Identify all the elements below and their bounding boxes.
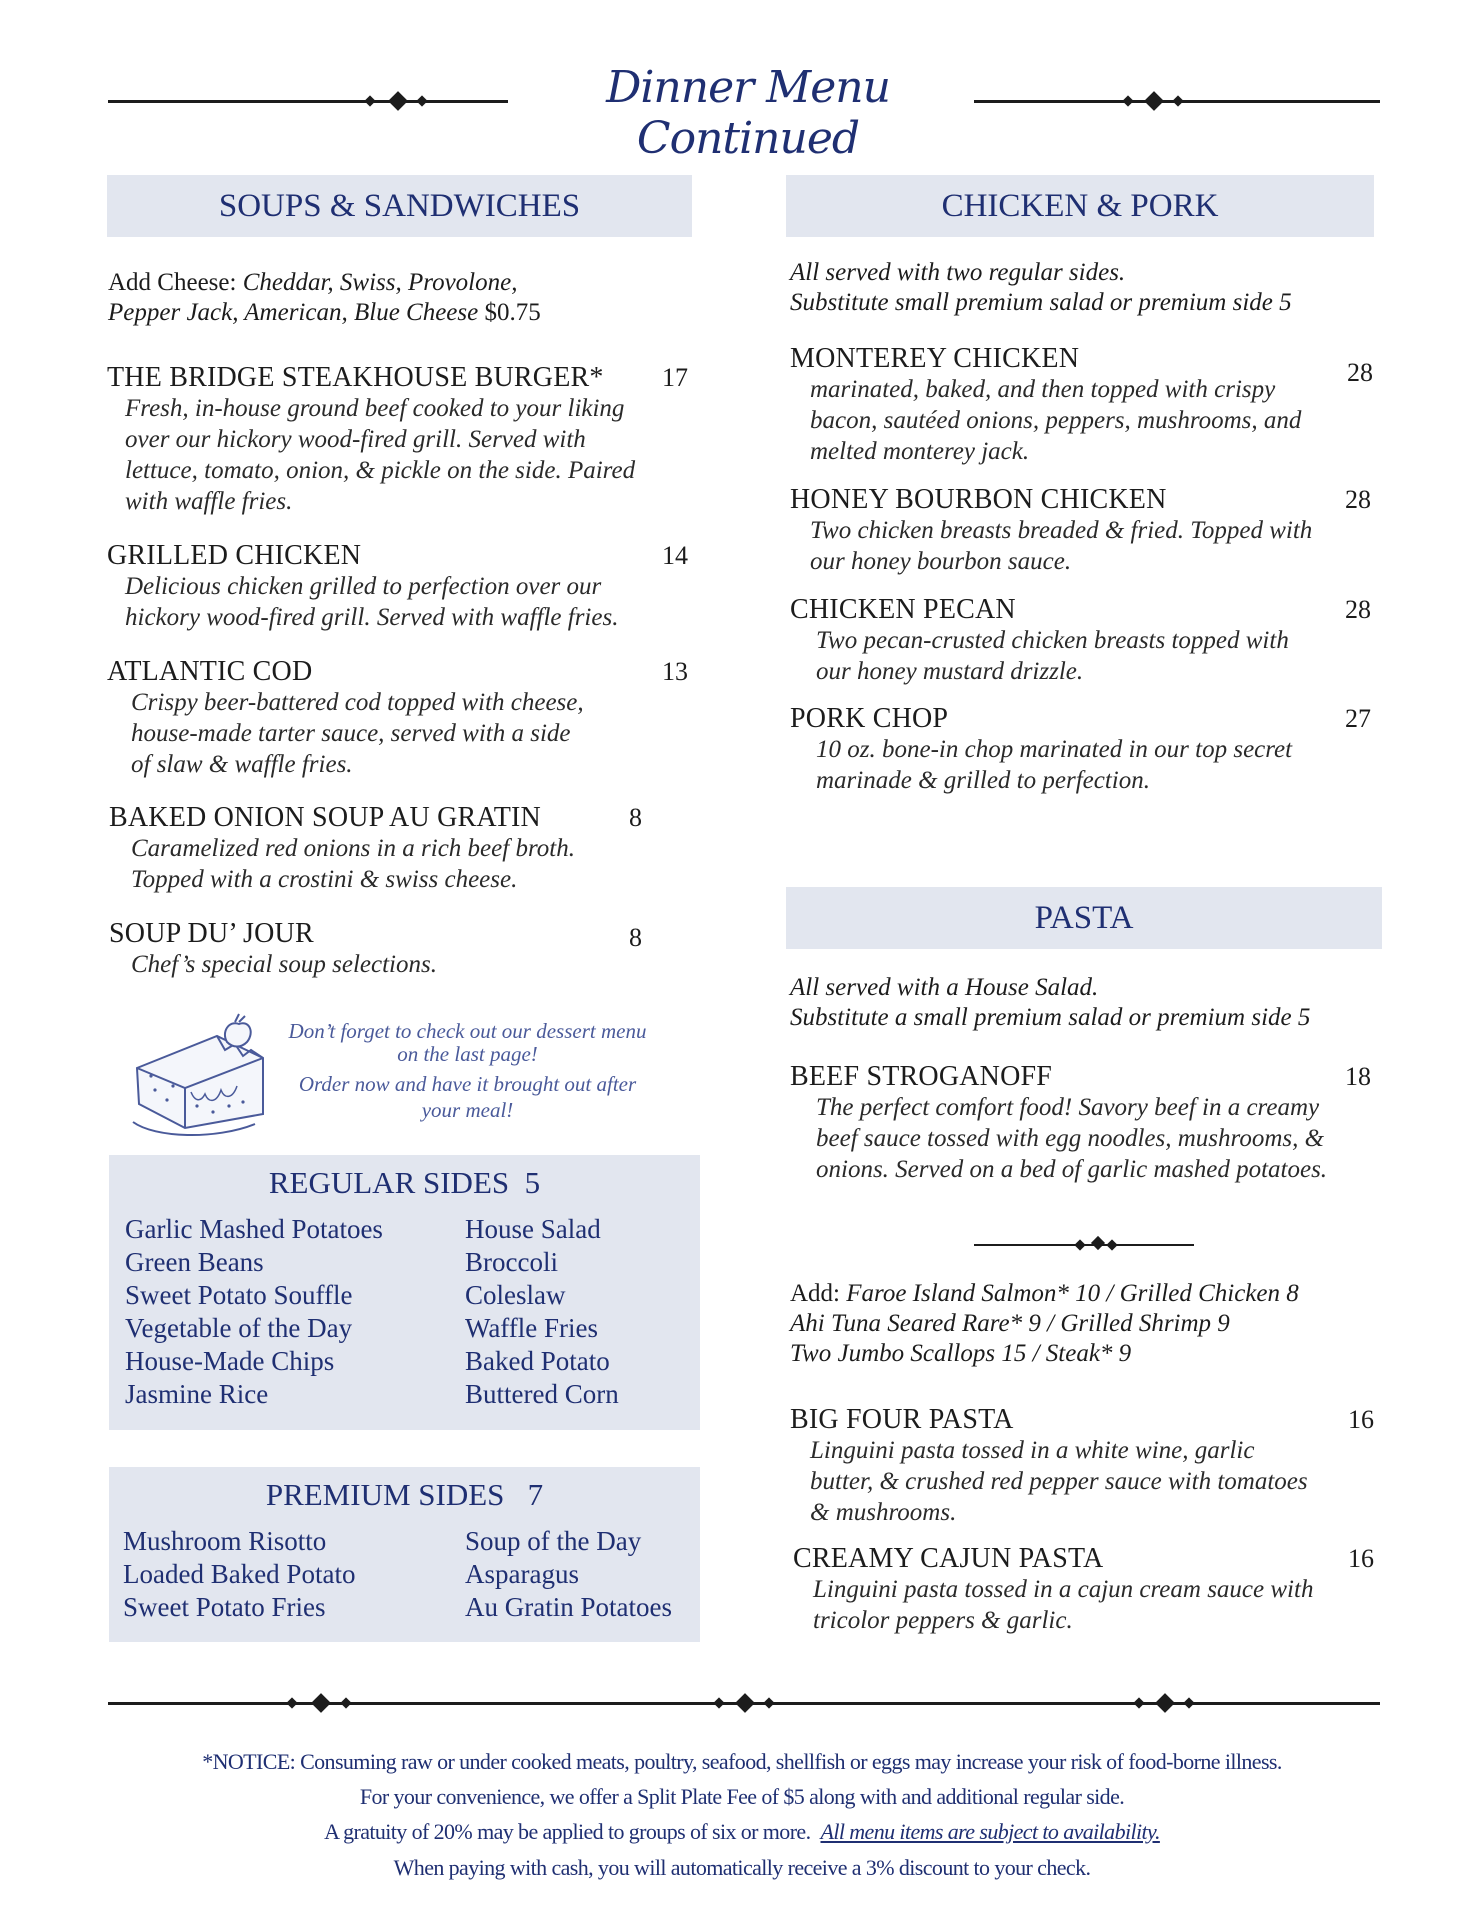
ornament-dot bbox=[1106, 1239, 1117, 1250]
desc-line: Two pecan-crusted chicken breasts topped with bbox=[816, 627, 1289, 654]
page-title: Dinner Menu Continued bbox=[606, 62, 890, 164]
item-description bbox=[790, 625, 1380, 687]
item-name: CHICKEN PECAN bbox=[790, 594, 1016, 625]
item-description bbox=[109, 833, 699, 895]
side-item: Baked Potato bbox=[465, 1346, 610, 1376]
item-name: BAKED ONION SOUP AU GRATIN bbox=[109, 802, 541, 833]
dessert-line: Don’t forget to check out our dessert menu bbox=[288, 1019, 647, 1043]
item-price: 16 bbox=[1348, 1405, 1374, 1434]
side-item: Broccoli bbox=[465, 1247, 558, 1277]
ornament-dot bbox=[1122, 95, 1133, 106]
add-cheese-note bbox=[108, 268, 668, 328]
ornament-dot bbox=[763, 1697, 774, 1708]
desc-line: house-made tarter sauce, served with a side bbox=[131, 720, 571, 747]
cheese-options-1: Cheddar, Swiss, Provolone, bbox=[242, 269, 518, 296]
side-item: Buttered Corn bbox=[465, 1379, 619, 1409]
footer-cash-discount: When paying with cash, you will automatically receive a 3% discount to your check. bbox=[393, 1855, 1091, 1880]
item-name: BEEF STROGANOFF bbox=[790, 1061, 1053, 1092]
ornament-diamond bbox=[1144, 91, 1164, 111]
menu-item bbox=[109, 803, 699, 895]
cheese-label: Add Cheese: bbox=[108, 269, 237, 296]
menu-item bbox=[790, 704, 1380, 796]
item-name: MONTEREY CHICKEN bbox=[790, 343, 1080, 374]
ornament-dot bbox=[1172, 95, 1183, 106]
item-price: 28 bbox=[1345, 485, 1371, 514]
item-description bbox=[107, 571, 697, 633]
regular-sides-title bbox=[109, 1165, 700, 1201]
premium-sides-box bbox=[109, 1467, 700, 1642]
item-price: 8 bbox=[629, 923, 642, 952]
desc-line: Caramelized red onions in a rich beef broth. bbox=[131, 835, 575, 862]
desc-line: of slaw & waffle fries. bbox=[131, 751, 353, 778]
regular-sides-heading: REGULAR SIDES bbox=[268, 1165, 510, 1200]
item-price: 17 bbox=[662, 363, 688, 392]
ornament-diamond bbox=[1155, 1693, 1175, 1713]
soups-sandwiches-header bbox=[107, 175, 692, 237]
cake-slice-icon bbox=[125, 1010, 275, 1140]
menu-item bbox=[793, 1544, 1383, 1636]
note-line: All served with a House Salad. bbox=[790, 974, 1099, 1001]
pasta-header bbox=[786, 887, 1382, 949]
ornament-dot bbox=[364, 95, 375, 106]
ornament-diamond bbox=[735, 1693, 755, 1713]
desc-line: our honey mustard drizzle. bbox=[816, 658, 1084, 685]
desc-line: hickory wood-fired grill. Served with waffle fries. bbox=[125, 604, 619, 631]
desc-line: Crispy beer-battered cod topped with cheese, bbox=[131, 689, 584, 716]
premium-sides-right bbox=[465, 1525, 672, 1624]
pasta-note bbox=[790, 973, 1380, 1033]
item-price: 28 bbox=[1347, 358, 1373, 387]
note-line: All served with two regular sides. bbox=[790, 259, 1126, 286]
menu-item bbox=[790, 485, 1380, 577]
desc-line: marinated, baked, and then topped with crispy bbox=[810, 376, 1276, 403]
item-name: BIG FOUR PASTA bbox=[790, 1404, 1014, 1435]
menu-item bbox=[790, 1405, 1380, 1528]
side-item: Coleslaw bbox=[465, 1280, 566, 1310]
dessert-note-text bbox=[275, 1018, 660, 1123]
item-name: THE BRIDGE STEAKHOUSE BURGER* bbox=[107, 362, 604, 393]
item-description bbox=[109, 949, 699, 980]
desc-line: over our hickory wood-fired grill. Served with bbox=[125, 426, 586, 453]
item-price: 16 bbox=[1348, 1544, 1374, 1573]
ornament-dot bbox=[416, 95, 427, 106]
item-name: ATLANTIC COD bbox=[107, 656, 313, 687]
note-line: Substitute a small premium salad or premium side 5 bbox=[790, 1004, 1311, 1031]
add-label: Add: bbox=[790, 1280, 840, 1307]
desc-line: 10 oz. bone-in chop marinated in our top secret bbox=[816, 736, 1293, 763]
ornament-diamond bbox=[311, 1693, 331, 1713]
chicken-pork-header bbox=[786, 175, 1374, 237]
dessert-note bbox=[125, 1010, 665, 1140]
cheese-options-2: Pepper Jack, American, Blue Cheese bbox=[108, 299, 479, 326]
side-item: Soup of the Day bbox=[465, 1526, 642, 1556]
dessert-line: Order now and have it brought out after bbox=[298, 1072, 637, 1096]
side-item: Mushroom Risotto bbox=[123, 1526, 327, 1556]
ornament-dot bbox=[340, 1697, 351, 1708]
item-name: SOUP DU’ JOUR bbox=[109, 918, 314, 949]
side-item: Au Gratin Potatoes bbox=[465, 1592, 672, 1622]
side-item: Vegetable of the Day bbox=[125, 1313, 353, 1343]
item-price: 18 bbox=[1345, 1062, 1371, 1091]
desc-line: lettuce, tomato, onion, & pickle on the side. Paired bbox=[125, 457, 636, 484]
desc-line: & mushrooms. bbox=[810, 1499, 957, 1526]
chicken-pork-note bbox=[790, 258, 1380, 318]
regular-sides-right bbox=[465, 1213, 619, 1411]
desc-line: with waffle fries. bbox=[125, 488, 293, 515]
item-description bbox=[107, 393, 697, 517]
title-rule-left bbox=[108, 100, 508, 103]
item-description bbox=[790, 734, 1380, 796]
side-item: Garlic Mashed Potatoes bbox=[125, 1214, 383, 1244]
regular-sides-box bbox=[109, 1155, 700, 1430]
footer-notice: *NOTICE: Consuming raw or under cooked meats, poultry, seafood, shellfish or eggs may increase your risk of food-borne illness. bbox=[202, 1749, 1282, 1774]
side-item: House-Made Chips bbox=[125, 1346, 335, 1376]
menu-item bbox=[790, 344, 1380, 467]
ornament-diamond bbox=[388, 91, 408, 111]
desc-line: tricolor peppers & garlic. bbox=[813, 1607, 1073, 1634]
item-price: 8 bbox=[629, 803, 642, 832]
side-item: Jasmine Rice bbox=[125, 1379, 269, 1409]
item-description bbox=[793, 1574, 1383, 1636]
desc-line: Topped with a crostini & swiss cheese. bbox=[131, 866, 518, 893]
desc-line: The perfect comfort food! Savory beef in a creamy bbox=[816, 1094, 1320, 1121]
item-description bbox=[790, 515, 1380, 577]
regular-sides-left bbox=[125, 1213, 383, 1411]
availability-text: All menu items are subject to availability. bbox=[820, 1819, 1160, 1844]
item-name: CREAMY CAJUN PASTA bbox=[793, 1543, 1104, 1574]
item-description bbox=[790, 1435, 1380, 1528]
menu-item bbox=[107, 541, 697, 633]
addon-line: Ahi Tuna Seared Rare* 9 / Grilled Shrimp 9 bbox=[790, 1310, 1230, 1337]
section-title: PASTA bbox=[1034, 900, 1134, 936]
dessert-line: on the last page! bbox=[397, 1042, 538, 1066]
title-row bbox=[108, 62, 1380, 164]
dessert-line: your meal! bbox=[421, 1098, 514, 1122]
item-description bbox=[107, 687, 697, 780]
item-description bbox=[790, 1092, 1380, 1185]
item-price: 27 bbox=[1345, 704, 1371, 733]
side-item: Sweet Potato Souffle bbox=[125, 1280, 353, 1310]
note-line: Substitute small premium salad or premium side 5 bbox=[790, 289, 1292, 316]
desc-line: Chef’s special soup selections. bbox=[131, 951, 437, 978]
menu-item bbox=[107, 657, 697, 780]
side-item: Waffle Fries bbox=[465, 1313, 599, 1343]
menu-item bbox=[790, 595, 1380, 687]
regular-sides-price: 5 bbox=[524, 1165, 541, 1200]
item-name: GRILLED CHICKEN bbox=[107, 540, 362, 571]
desc-line: onions. Served on a bed of garlic mashed potatoes. bbox=[816, 1156, 1328, 1183]
menu-item bbox=[790, 1062, 1380, 1185]
premium-sides-price: 7 bbox=[527, 1477, 544, 1512]
side-item: Asparagus bbox=[465, 1559, 579, 1589]
premium-sides-title bbox=[109, 1477, 700, 1513]
item-description bbox=[790, 374, 1380, 467]
section-title: CHICKEN & PORK bbox=[941, 188, 1219, 224]
desc-line: Two chicken breasts breaded & fried. Topped with bbox=[810, 517, 1313, 544]
footer-gratuity bbox=[0, 1819, 1484, 1845]
footer-split-plate: For your convenience, we offer a Split Plate Fee of $5 along with and additional regular side. bbox=[359, 1784, 1125, 1809]
side-item: Sweet Potato Fries bbox=[123, 1592, 326, 1622]
ornament-diamond bbox=[1091, 1236, 1105, 1250]
side-item: House Salad bbox=[465, 1214, 601, 1244]
desc-line: butter, & crushed red pepper sauce with tomatoes bbox=[810, 1468, 1308, 1495]
ornament-dot bbox=[713, 1697, 724, 1708]
desc-line: beef sauce tossed with egg noodles, mushrooms, & bbox=[816, 1125, 1325, 1152]
item-name: PORK CHOP bbox=[790, 703, 949, 734]
premium-sides-left bbox=[123, 1525, 355, 1624]
desc-line: our honey bourbon sauce. bbox=[810, 548, 1072, 575]
desc-line: Linguini pasta tossed in a cajun cream sauce with bbox=[813, 1576, 1314, 1603]
gratuity-text: A gratuity of 20% may be applied to groups of six or more. bbox=[324, 1819, 811, 1844]
item-price: 28 bbox=[1345, 595, 1371, 624]
menu-item bbox=[107, 363, 697, 517]
desc-line: melted monterey jack. bbox=[810, 438, 1030, 465]
premium-sides-heading: PREMIUM SIDES bbox=[265, 1477, 505, 1512]
desc-line: Delicious chicken grilled to perfection over our bbox=[125, 573, 602, 600]
side-item: Green Beans bbox=[125, 1247, 264, 1277]
ornament-dot bbox=[1074, 1239, 1085, 1250]
item-price: 13 bbox=[662, 657, 688, 686]
addon-line: Two Jumbo Scallops 15 / Steak* 9 bbox=[790, 1340, 1132, 1367]
cheese-price: $0.75 bbox=[484, 299, 541, 326]
desc-line: bacon, sautéed onions, peppers, mushrooms, and bbox=[810, 407, 1302, 434]
addon-line: Faroe Island Salmon* 10 / Grilled Chicken 8 bbox=[846, 1280, 1299, 1307]
pasta-addons bbox=[790, 1279, 1390, 1369]
desc-line: Linguini pasta tossed in a white wine, garlic bbox=[810, 1437, 1255, 1464]
side-item: Loaded Baked Potato bbox=[123, 1559, 356, 1589]
menu-item bbox=[109, 919, 699, 980]
ornament-dot bbox=[1133, 1697, 1144, 1708]
ornament-dot bbox=[286, 1697, 297, 1708]
item-price: 14 bbox=[662, 541, 688, 570]
desc-line: marinade & grilled to perfection. bbox=[816, 767, 1150, 794]
ornament-dot bbox=[1183, 1697, 1194, 1708]
desc-line: Fresh, in-house ground beef cooked to your liking bbox=[125, 395, 625, 422]
item-name: HONEY BOURBON CHICKEN bbox=[790, 484, 1167, 515]
section-title: SOUPS & SANDWICHES bbox=[218, 188, 581, 224]
